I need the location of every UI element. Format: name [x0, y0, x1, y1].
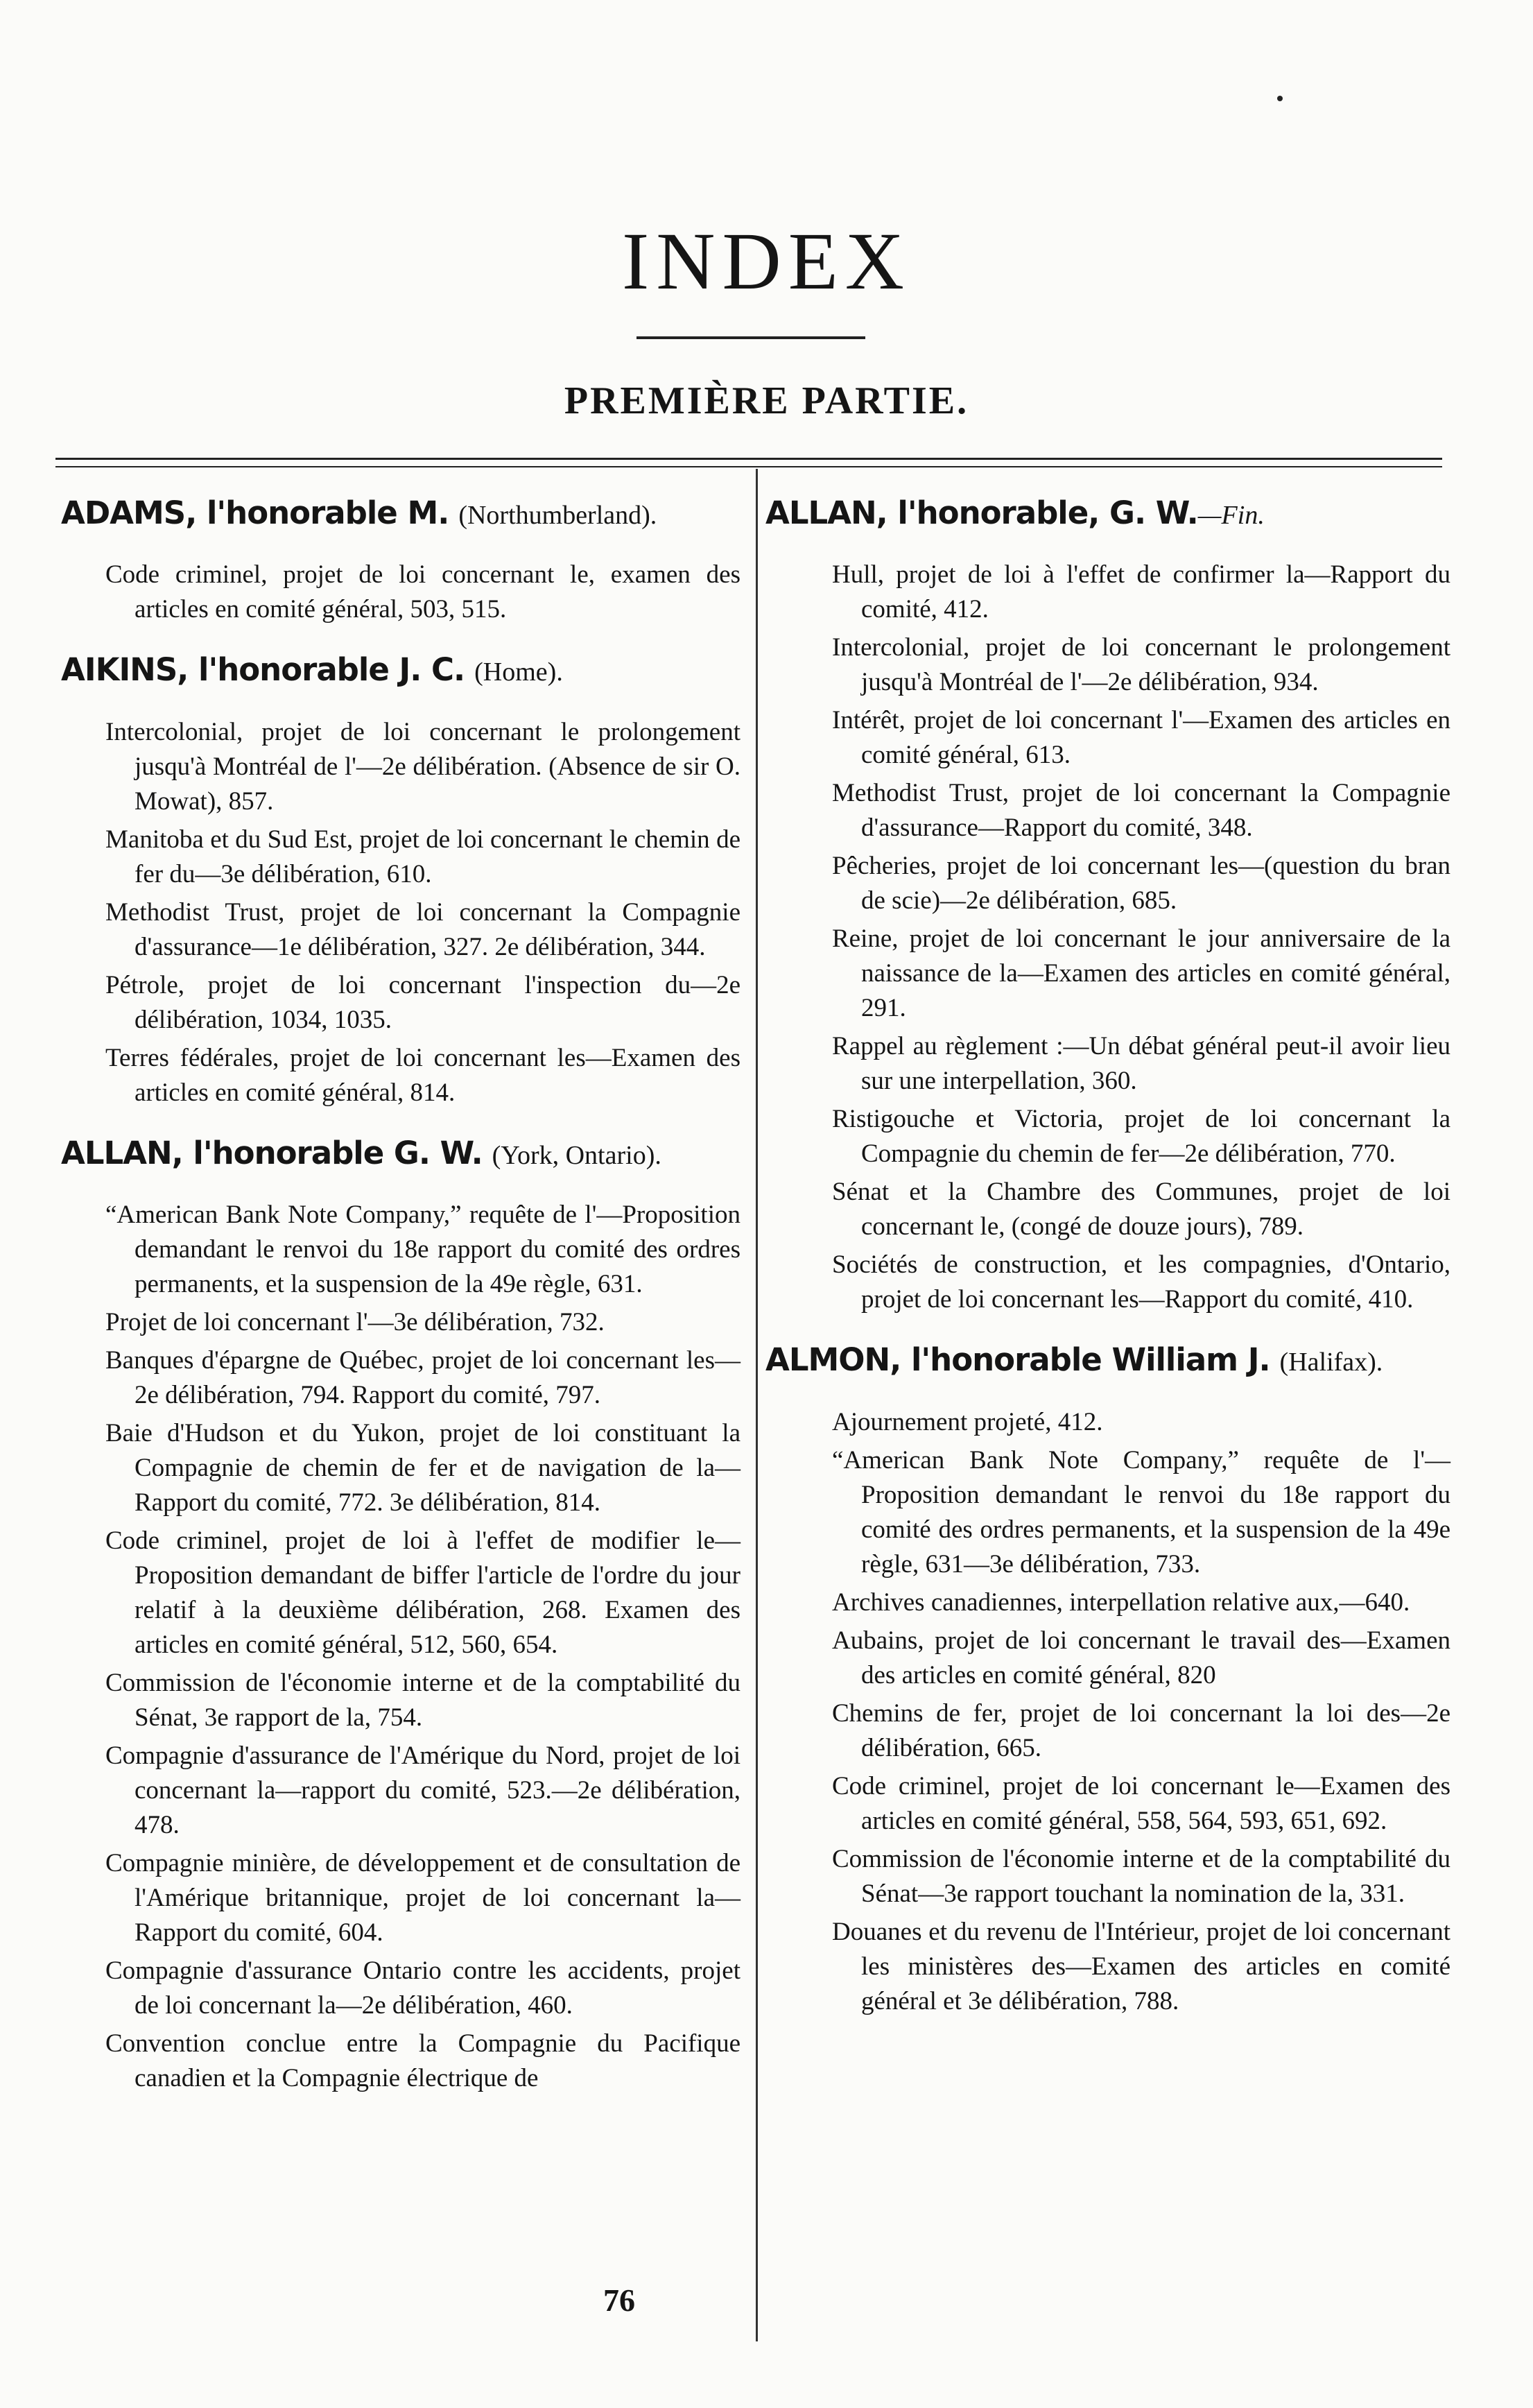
index-entry: Pétrole, projet de loi concernant l'inspection du—2e délibération, 1034, 1035. — [105, 970, 740, 1034]
index-entry: Chemins de fer, projet de loi concernant la loi des—2e délibération, 665. — [832, 1699, 1450, 1762]
heading-constituency: (Northumberland). — [458, 501, 657, 530]
index-entry: Archives canadiennes, interpellation relative aux,—640. — [832, 1588, 1410, 1617]
index-entry: Convention conclue entre la Compagnie du Pacifique canadien et la Compagnie électrique de — [105, 2029, 740, 2092]
scan-speck — [1277, 96, 1283, 101]
index-heading-allan-continued — [765, 494, 1450, 533]
index-entry: Methodist Trust, projet de loi concernant la Compagnie d'assurance—1e délibération, 327. 2e délibération, 344. — [105, 897, 740, 961]
heading-name: ALLAN, l'honorable G. W. — [61, 1134, 483, 1171]
index-entry: Ajournement projeté, 412. — [832, 1407, 1103, 1436]
heading-name: ADAMS, l'honorable M. — [61, 495, 449, 531]
index-entry: Methodist Trust, projet de loi concernant la Compagnie d'assurance—Rapport du comité, 348. — [832, 779, 1450, 843]
index-entry: Rappel au règlement :—Un débat général peut-il avoir lieu sur une interpellation, 360. — [832, 1032, 1450, 1096]
index-entry: “American Bank Note Company,” requête de l'—Proposition demandant le renvoi du 18e rapport du comité des ordres permanents, et la suspension de la 49e règle, 631—3e délibération, 733. — [832, 1445, 1450, 1579]
index-entry: Manitoba et du Sud Est, projet de loi concernant le chemin de fer du—3e délibération, 610. — [105, 825, 740, 888]
heading-constituency: (Halifax). — [1279, 1348, 1383, 1377]
index-heading-aikins — [61, 651, 740, 689]
index-entry: Hull, projet de loi à l'effet de confirmer la—Rapport du comité, 412. — [832, 560, 1450, 624]
index-entry: Baie d'Hudson et du Yukon, projet de loi constituant la Compagnie de chemin de fer et de navigation de la—Rapport du comité, 772. 3e délibération, 814. — [105, 1418, 740, 1517]
header-rule-top — [55, 458, 1442, 460]
index-entry: Code criminel, projet de loi concernant le, examen des articles en comité général, 503, 515. — [105, 560, 740, 624]
index-entry: Aubains, projet de loi concernant le travail des—Examen des articles en comité général, 820 — [832, 1626, 1450, 1689]
index-entry: Compagnie d'assurance Ontario contre les accidents, projet de loi concernant la—2e délibération, 460. — [105, 1956, 740, 2020]
heading-name: ALMON, l'honorable William J. — [765, 1341, 1270, 1379]
page-title: INDEX — [621, 216, 912, 307]
index-entry: Projet de loi concernant l'—3e délibération, 732. — [105, 1307, 605, 1336]
index-entry: Intercolonial, projet de loi concernant le prolongement jusqu'à Montréal de l'—2e délibération, 934. — [832, 633, 1450, 697]
index-entry: “American Bank Note Company,” requête de l'—Proposition demandant le renvoi du 18e rapport du comité des ordres permanents, et la suspension de la 49e règle, 631. — [105, 1200, 740, 1298]
index-heading-almon — [765, 1341, 1450, 1379]
index-entry: Ristigouche et Victoria, projet de loi concernant la Compagnie du chemin de fer—2e délibération, 770. — [832, 1105, 1450, 1169]
index-entry: Terres fédérales, projet de loi concernant les—Examen des articles en comité général, 814. — [105, 1043, 740, 1107]
index-heading-allan — [61, 1134, 740, 1173]
header-rule-bottom — [55, 466, 1442, 467]
index-entry: Sociétés de construction, et les compagnies, d'Ontario, projet de loi concernant les—Rapport du comité, 410. — [832, 1250, 1450, 1314]
column-divider — [756, 469, 758, 2341]
index-entry: Code criminel, projet de loi à l'effet de modifier le—Proposition demandant de biffer l'article de l'ordre du jour relatif à la deuxième délibération, 268. Examen des articles en comité général, 512, 560, 654. — [105, 1526, 740, 1659]
entry-list-allan-continued — [765, 558, 1450, 1317]
index-entry: Pêcheries, projet de loi concernant les—(question du bran de scie)—2e délibération, 685. — [832, 852, 1450, 915]
entry-list-almon — [765, 1405, 1450, 2019]
index-entry: Intérêt, projet de loi concernant l'—Examen des articles en comité général, 613. — [832, 706, 1450, 770]
heading-constituency: (York, Ontario). — [492, 1140, 661, 1170]
index-entry: Commission de l'économie interne et de la comptabilité du Sénat—3e rapport touchant la nomination de la, 331. — [832, 1844, 1450, 1908]
left-column — [61, 494, 740, 2119]
index-entry: Banques d'épargne de Québec, projet de loi concernant les—2e délibération, 794. Rapport du comité, 797. — [105, 1345, 740, 1409]
heading-constituency: (Home). — [474, 657, 563, 687]
index-entry: Commission de l'économie interne et de la comptabilité du Sénat, 3e rapport de la, 754. — [105, 1668, 740, 1732]
title-underline — [636, 336, 865, 339]
entry-list-adams — [61, 558, 740, 627]
index-entry: Compagnie d'assurance de l'Amérique du Nord, projet de loi concernant la—rapport du comité, 523.—2e délibération, 478. — [105, 1741, 740, 1839]
index-entry: Compagnie minière, de développement et de consultation de l'Amérique britannique, projet de loi concernant la—Rapport du comité, 604. — [105, 1848, 740, 1947]
index-entry: Intercolonial, projet de loi concernant le prolongement jusqu'à Montréal de l'—2e délibération. (Absence de sir O. Mowat), 857. — [105, 717, 740, 816]
right-column — [765, 494, 1450, 2043]
index-entry: Code criminel, projet de loi concernant le—Examen des articles en comité général, 558, 564, 593, 651, 692. — [832, 1771, 1450, 1835]
heading-name: ALLAN, l'honorable, G. W. — [765, 495, 1198, 531]
page-subtitle: PREMIÈRE PARTIE. — [564, 379, 969, 422]
page-number: 76 — [603, 2282, 635, 2318]
index-entry: Douanes et du revenu de l'Intérieur, projet de loi concernant les ministères des—Examen des articles en comité général et 3e délibération, 788. — [832, 1917, 1450, 2015]
heading-name: AIKINS, l'honorable J. C. — [61, 651, 465, 689]
index-heading-adams — [61, 494, 740, 533]
index-entry: Reine, projet de loi concernant le jour anniversaire de la naissance de la—Examen des articles en comité général, 291. — [832, 925, 1450, 1023]
entry-list-aikins — [61, 715, 740, 1110]
index-entry: Sénat et la Chambre des Communes, projet de loi concernant le, (congé de douze jours), 789. — [832, 1178, 1450, 1241]
entry-list-allan — [61, 1198, 740, 2096]
heading-suffix: —Fin. — [1197, 501, 1265, 530]
